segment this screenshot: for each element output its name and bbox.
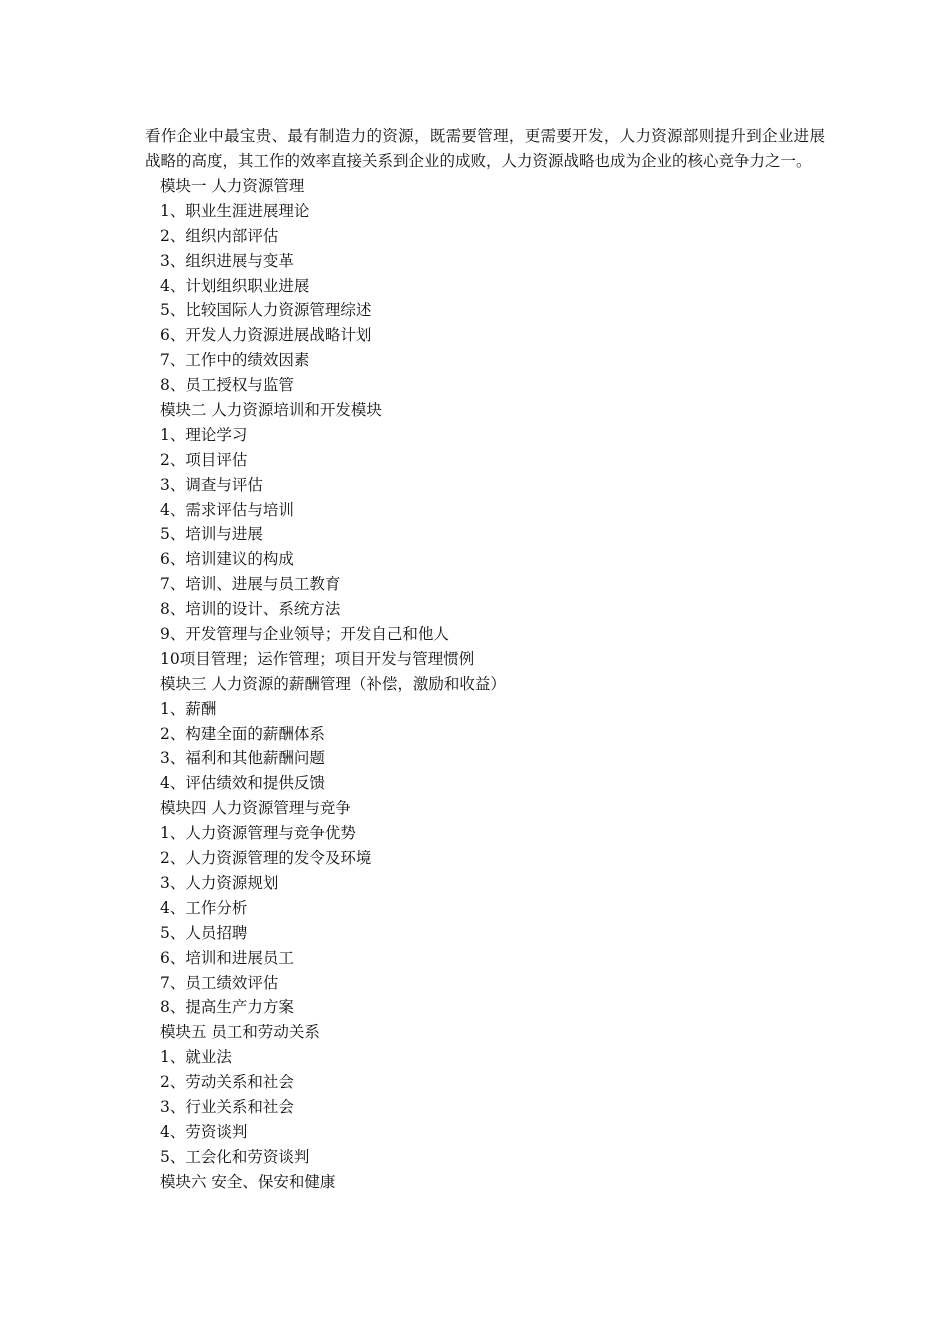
- list-item: 4、工作分析: [160, 898, 248, 917]
- module-heading: 模块四 人力资源管理与竞争: [160, 799, 351, 818]
- list-item: 8、员工授权与监管: [160, 376, 294, 395]
- list-item: 3、调查与评估: [160, 475, 263, 494]
- list-item: 8、培训的设计、系统方法: [160, 600, 341, 619]
- list-item: 7、培训、进展与员工教育: [160, 575, 341, 594]
- module-heading: 模块三 人力资源的薪酬管理（补偿，激励和收益）: [160, 674, 506, 693]
- list-item: 1、职业生涯进展理论: [160, 201, 310, 220]
- list-item: 2、组织内部评估: [160, 226, 279, 245]
- list-item: 7、员工绩效评估: [160, 973, 279, 992]
- list-item: 9、开发管理与企业领导；开发自己和他人: [160, 625, 449, 644]
- list-item: 8、提高生产力方案: [160, 998, 294, 1017]
- list-item: 3、组织进展与变革: [160, 251, 294, 270]
- list-item: 6、培训建议的构成: [160, 550, 294, 569]
- list-item: 1、理论学习: [160, 425, 248, 444]
- module-heading: 模块六 安全、保安和健康: [160, 1172, 336, 1191]
- list-item: 6、培训和进展员工: [160, 948, 294, 967]
- list-item: 10项目管理；运作管理；项目开发与管理惯例: [160, 649, 475, 668]
- list-item: 2、劳动关系和社会: [160, 1073, 294, 1092]
- list-item: 5、比较国际人力资源管理综述: [160, 301, 372, 320]
- list-item: 3、人力资源规划: [160, 873, 279, 892]
- list-item: 1、人力资源管理与竞争优势: [160, 824, 356, 843]
- module-heading: 模块一 人力资源管理: [160, 177, 305, 195]
- list-item: 2、构建全面的薪酬体系: [160, 724, 325, 743]
- module-outline: [145, 174, 825, 1195]
- list-item: 1、薪酬: [160, 699, 217, 718]
- list-item: 4、计划组织职业进展: [160, 276, 310, 295]
- document-body: [145, 124, 825, 1195]
- list-item: 5、工会化和劳资谈判: [160, 1147, 310, 1166]
- list-item: 7、工作中的绩效因素: [160, 351, 310, 370]
- list-item: 3、行业关系和社会: [160, 1097, 294, 1116]
- list-item: 2、项目评估: [160, 450, 248, 469]
- list-item: 5、培训与进展: [160, 525, 263, 544]
- list-item: 2、人力资源管理的发令及环境: [160, 849, 372, 868]
- list-item: 4、需求评估与培训: [160, 500, 294, 519]
- intro-paragraph: 看作企业中最宝贵、最有制造力的资源，既需要管理，更需要开发，人力资源部则提升到企业进展战略的高度，其工作的效率直接关系到企业的成败，人力资源战略也成为企业的核心竞争力之一。: [145, 127, 825, 170]
- list-item: 4、劳资谈判: [160, 1122, 248, 1141]
- module-heading: 模块二 人力资源培训和开发模块: [160, 401, 382, 420]
- list-item: 3、福利和其他薪酬问题: [160, 749, 325, 768]
- list-item: 4、评估绩效和提供反馈: [160, 774, 325, 793]
- list-item: 1、就业法: [160, 1048, 232, 1067]
- module-heading: 模块五 员工和劳动关系: [160, 1023, 320, 1042]
- list-item: 5、人员招聘: [160, 923, 248, 942]
- list-item: 6、开发人力资源进展战略计划: [160, 326, 372, 345]
